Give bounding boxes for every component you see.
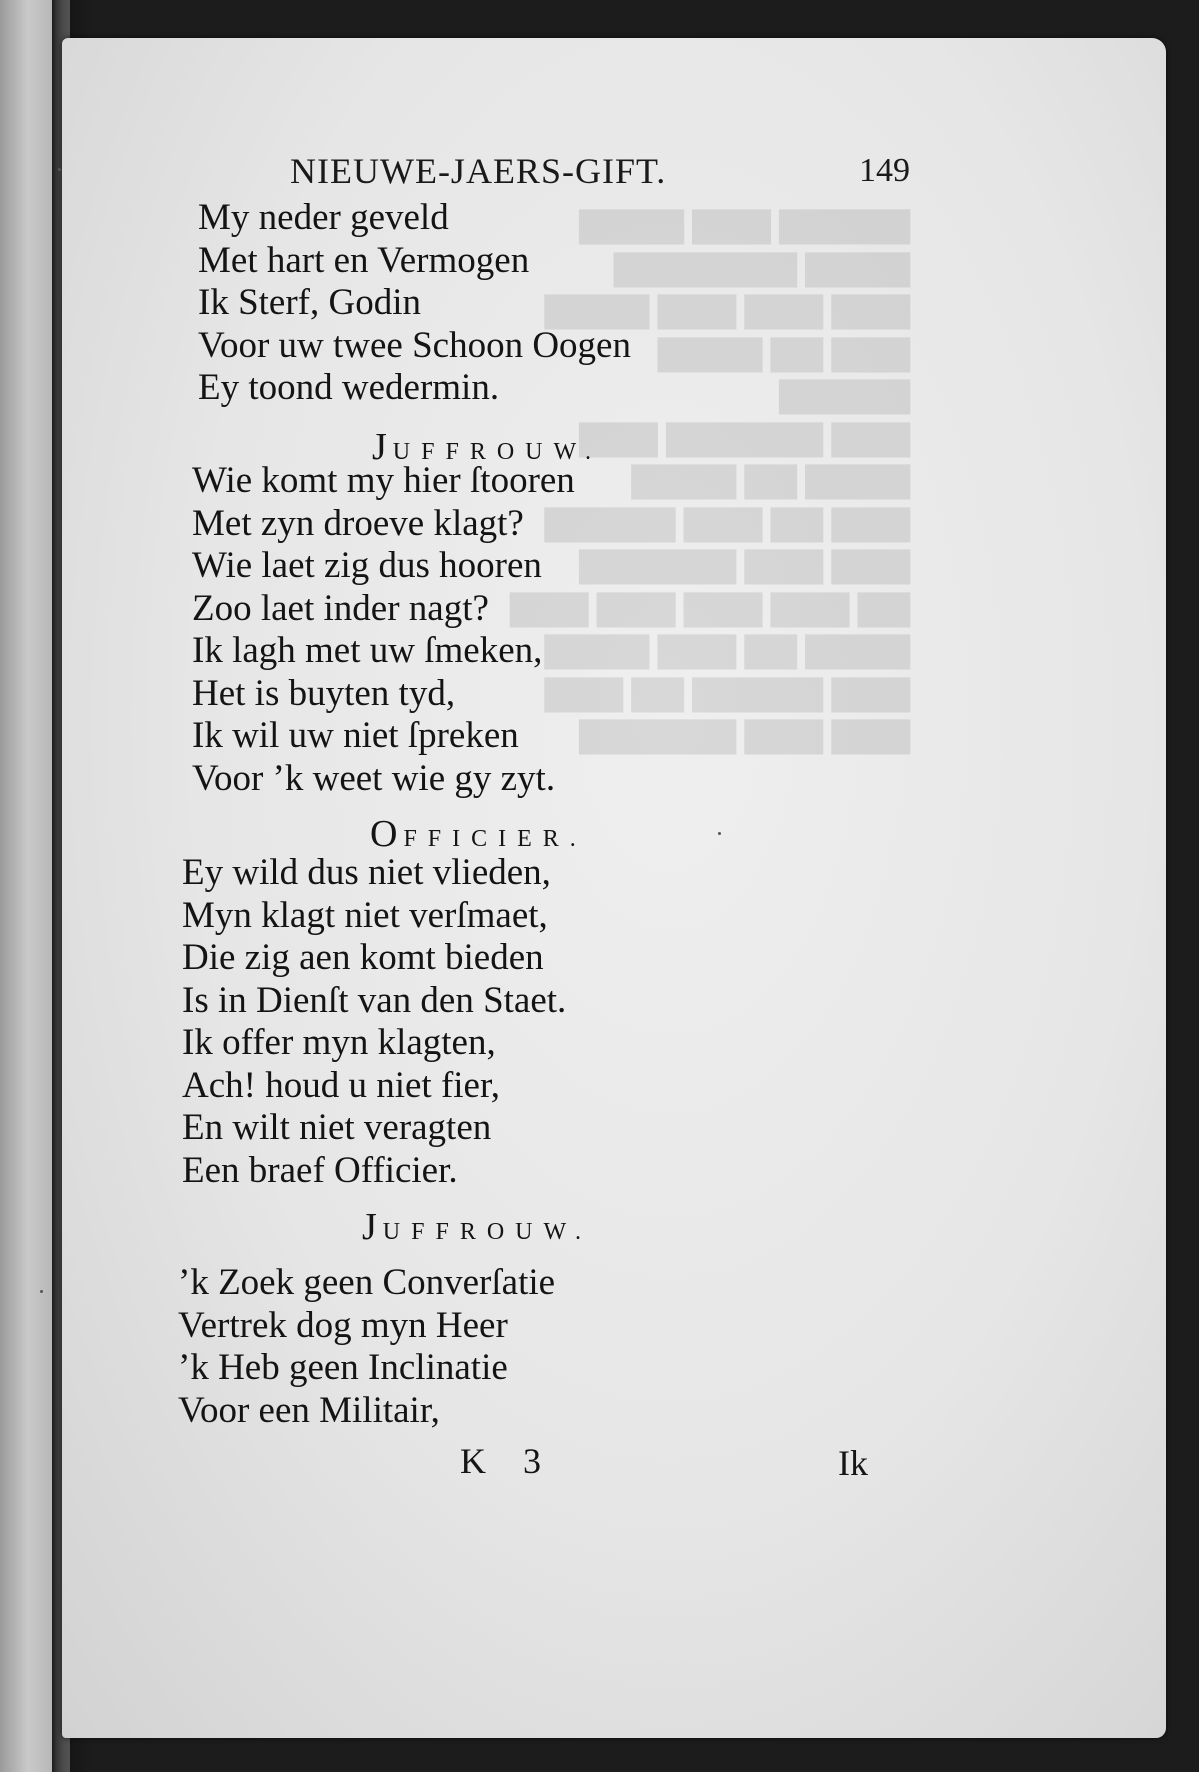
page-number: 149: [859, 152, 910, 189]
running-head: [290, 150, 910, 200]
verse-line: Wie komt my hier ſtooren: [192, 460, 575, 501]
signature-mark: K 3: [460, 1441, 555, 1481]
verse-line: Voor uw twee Schoon Oogen: [198, 324, 631, 366]
paper-speck: [58, 168, 61, 171]
verse-line: Ach! houd u niet fier,: [182, 1064, 501, 1106]
verse-line: Voor ’k weet wie gy zyt.: [192, 757, 556, 799]
verse-stanza-2: [192, 460, 575, 800]
verse-line: ’k Zoek geen Converſatie: [178, 1262, 556, 1303]
verse-line: Met zyn droeve klagt?: [192, 502, 524, 544]
verse-line: Ik offer myn klagten,: [182, 1022, 496, 1063]
verse-line: My neder geveld: [198, 197, 449, 238]
verse-line: Myn klagt niet verſmaet,: [182, 894, 548, 936]
verse-line: Ik wil uw niet ſpreken: [192, 715, 519, 756]
speaker-initial: J: [372, 426, 393, 468]
verse-line: Ey toond wedermin.: [198, 367, 500, 408]
catchword: Ik: [838, 1443, 868, 1483]
verse-stanza-1: [198, 197, 631, 410]
verse-line: Voor een Militair,: [178, 1389, 440, 1431]
verse-line: Is in Dienſt van den Staet.: [182, 979, 567, 1021]
verse-stanza-3: [182, 852, 566, 1192]
speaker-heading-juffrouw-2: [362, 1205, 592, 1249]
verse-line: Ik Sterf, Godin: [198, 282, 421, 323]
speaker-heading-officier: [370, 812, 587, 856]
verse-line: Die zig aen komt bieden: [182, 937, 544, 978]
bleed-through-texture: ▇▇▇▇▇ ▇▇▇ ▇▇▇▇ ▇▇▇▇ ▇▇▇▇▇▇▇ ▇▇▇ ▇▇▇ ▇▇▇ ▇▇▇▇ ▇▇▇ ▇▇ ▇▇▇▇ ▇▇▇▇▇ ▇▇▇ ▇▇▇▇▇▇ ▇▇▇ ▇▇▇▇ ▇▇ ▇▇▇▇ ▇▇▇ ▇▇ ▇▇▇ ▇▇▇▇▇ ▇▇▇ ▇▇▇ ▇▇▇▇▇▇ ▇▇ ▇▇▇ ▇▇▇ ▇▇▇ ▇▇▇ ▇▇▇▇ ▇▇ ▇▇▇ ▇▇▇▇ ▇▇▇ ▇▇▇▇▇ ▇▇ ▇▇▇ ▇▇▇ ▇▇▇ ▇▇▇▇▇▇: [509, 207, 910, 754]
running-title: NIEUWE-JAERS-GIFT.: [290, 151, 667, 191]
paper-speck: [40, 1290, 43, 1293]
verse-line: En wilt niet veragten: [182, 1107, 492, 1148]
verse-line: Het is buyten tyd,: [192, 672, 456, 714]
verse-line: Wie laet zig dus hooren: [192, 545, 542, 586]
verse-stanza-4: [178, 1262, 555, 1432]
verse-line: Vertrek dog myn Heer: [178, 1304, 508, 1346]
verse-line: Een braef Officier.: [182, 1149, 458, 1191]
verse-line: Met hart en Vermogen: [198, 239, 530, 281]
verse-line: Ik lagh met uw ſmeken,: [192, 630, 543, 671]
speaker-name: FFICIER.: [403, 826, 587, 852]
verse-line: ’k Heb geen Inclinatie: [178, 1347, 508, 1388]
speaker-name: UFFROUW.: [392, 439, 602, 465]
verse-line: Ey wild dus niet vlieden,: [182, 852, 551, 893]
speaker-name: UFFROUW.: [382, 1219, 592, 1245]
speaker-initial: O: [370, 813, 404, 855]
paper-speck: [718, 832, 721, 835]
speaker-initial: J: [362, 1206, 383, 1248]
verse-line: Zoo laet inder nagt?: [192, 587, 489, 629]
